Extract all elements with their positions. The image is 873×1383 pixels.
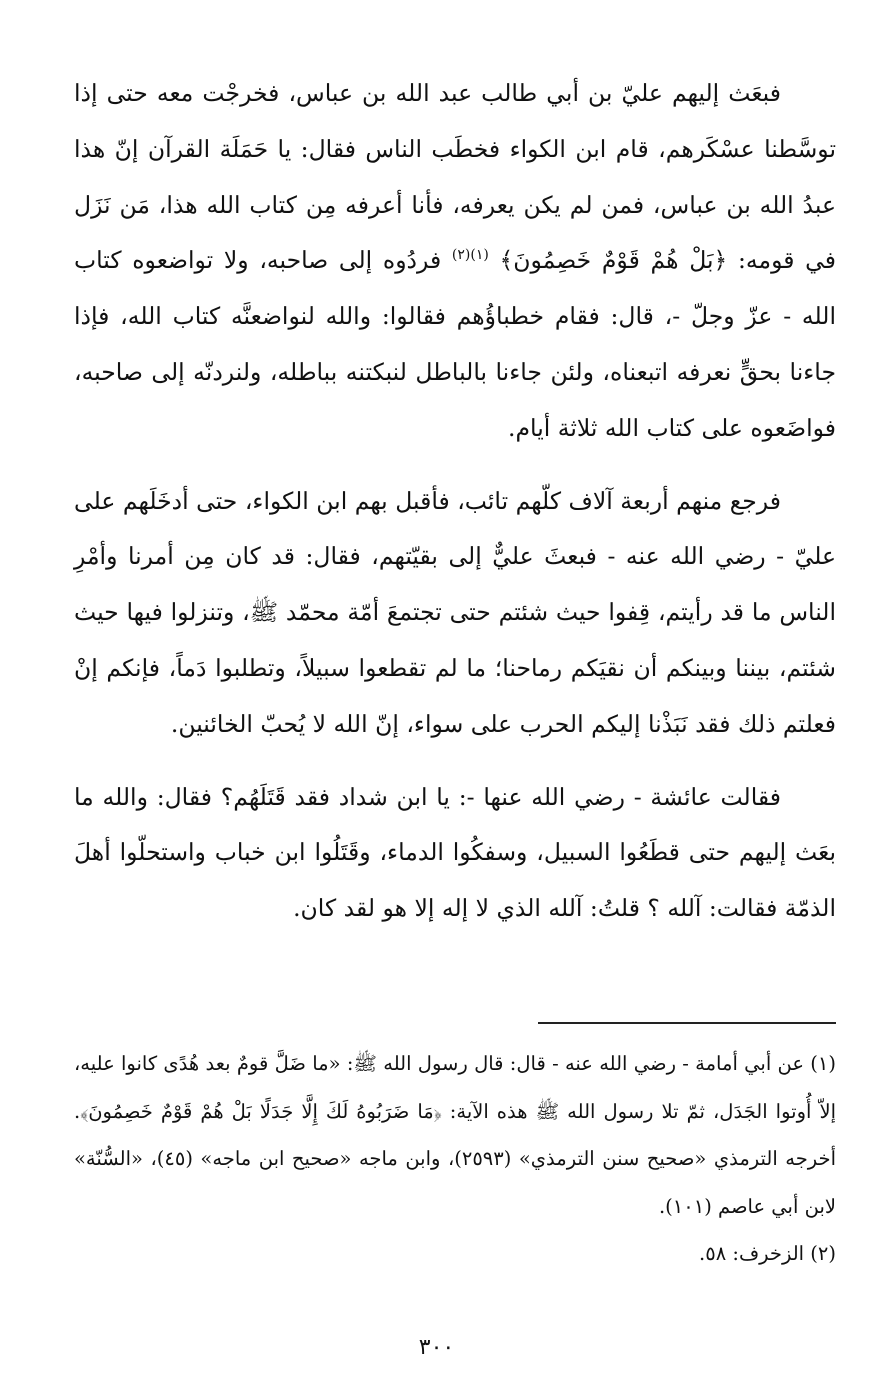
footnote-ref-1: (١) <box>470 247 489 264</box>
paragraph-1-rest: فردُوه إلى صاحبه، ولا تواضعوه كتاب الله - عزّ وجلّ -، قال: فقام خطباؤُهم فقالوا: والله لنواضعنَّه كتاب الله، فإذا جاءنا بحقٍّ نعرفه اتبعناه، ولئن جاءنا بالباطل لنبكتنه بباطله، ولنردنّه إلى صاحبه، فواضَعوه على كتاب الله ثلاثة أيام. <box>74 246 836 442</box>
page-number: ٣٠٠ <box>418 1335 455 1360</box>
paragraph-2: فرجع منهم أربعة آلاف كلّهم تائب، فأقبل بهم ابن الكواء، حتى أدخَلَهم على عليّ - رضي الله عنه - فبعثَ عليٌّ إلى بقيّتهم، فقال: قد كان مِن أمرنا وأمْرِ الناس ما قد رأيتم، قِفوا حيث شئتم حتى تجتمعَ أمّة محمّد ﷺ، وتنزلوا فيها حيث شئتم، بيننا وبينكم أن نقيَكم رماحنا؛ ما لم تقطعوا سبيلاً، وتطلبوا دَماً، فإنكم إنْ فعلتم ذلك فقد نَبَذْنا إليكم الحرب على سواء، إنّ الله لا يُحبّ الخائنين. <box>74 486 836 738</box>
paragraph-3: فقالت عائشة - رضي الله عنها -: يا ابن شداد فقد قَتَلَهُم؟ فقال: والله ما بعَث إليهم حتى قطَعُوا السبيل، وسفكُوا الدماء، وقَتَلُوا ابن خباب واستحلّوا أهلَ الذمّة فقالت: آلله ؟ قلتُ: آلله الذي لا إله إلا هو لقد كان. <box>74 782 836 923</box>
footnote-2: (٢) الزخرف: ٥٨. <box>699 1242 836 1265</box>
footnote-1: (١) عن أبي أمامة - رضي الله عنه - قال: قال رسول الله ﷺ: «ما ضَلَّ قومٌ بعد هُدًى كانوا عليه، إلاّ أُوتوا الجَدَل، ثمّ تلا رسول الله ﷺ هذه الآية: ﴿مَا ضَرَبُوهُ لَكَ إِلَّا جَدَلًا بَلْ هُمْ قَوْمٌ خَصِمُونَ﴾. أخرجه الترمذي «صحيح سنن الترمذي» (٢٥٩٣)، وابن ماجه «صحيح ابن ماجه» (٤٥)، «السُّنّة» لابن أبي عاصم (١٠١). <box>74 1052 836 1218</box>
paragraph-1 <box>74 66 836 457</box>
paragraph-1-text: فبعَث إليهم عليّ بن أبي طالب عبد الله بن عباس، فخرجْت معه حتى إذا توسَّطنا عسْكَرهم، قام ابن الكواء فخطَب الناس فقال: يا حَمَلَة القرآن إنّ هذا عبدُ الله بن عباس، فمن لم يكن يعرفه، فأنا أعرفه مِن كتاب الله هذا، مَن نَزَل في قومه: ﴿بَلْ هُمْ قَوْمٌ خَصِمُونَ﴾ <box>74 79 836 275</box>
footnotes <box>74 1040 836 1278</box>
footnote-ref-2: (٢) <box>451 247 471 264</box>
footnote-divider <box>538 1022 836 1024</box>
main-text <box>74 66 836 937</box>
